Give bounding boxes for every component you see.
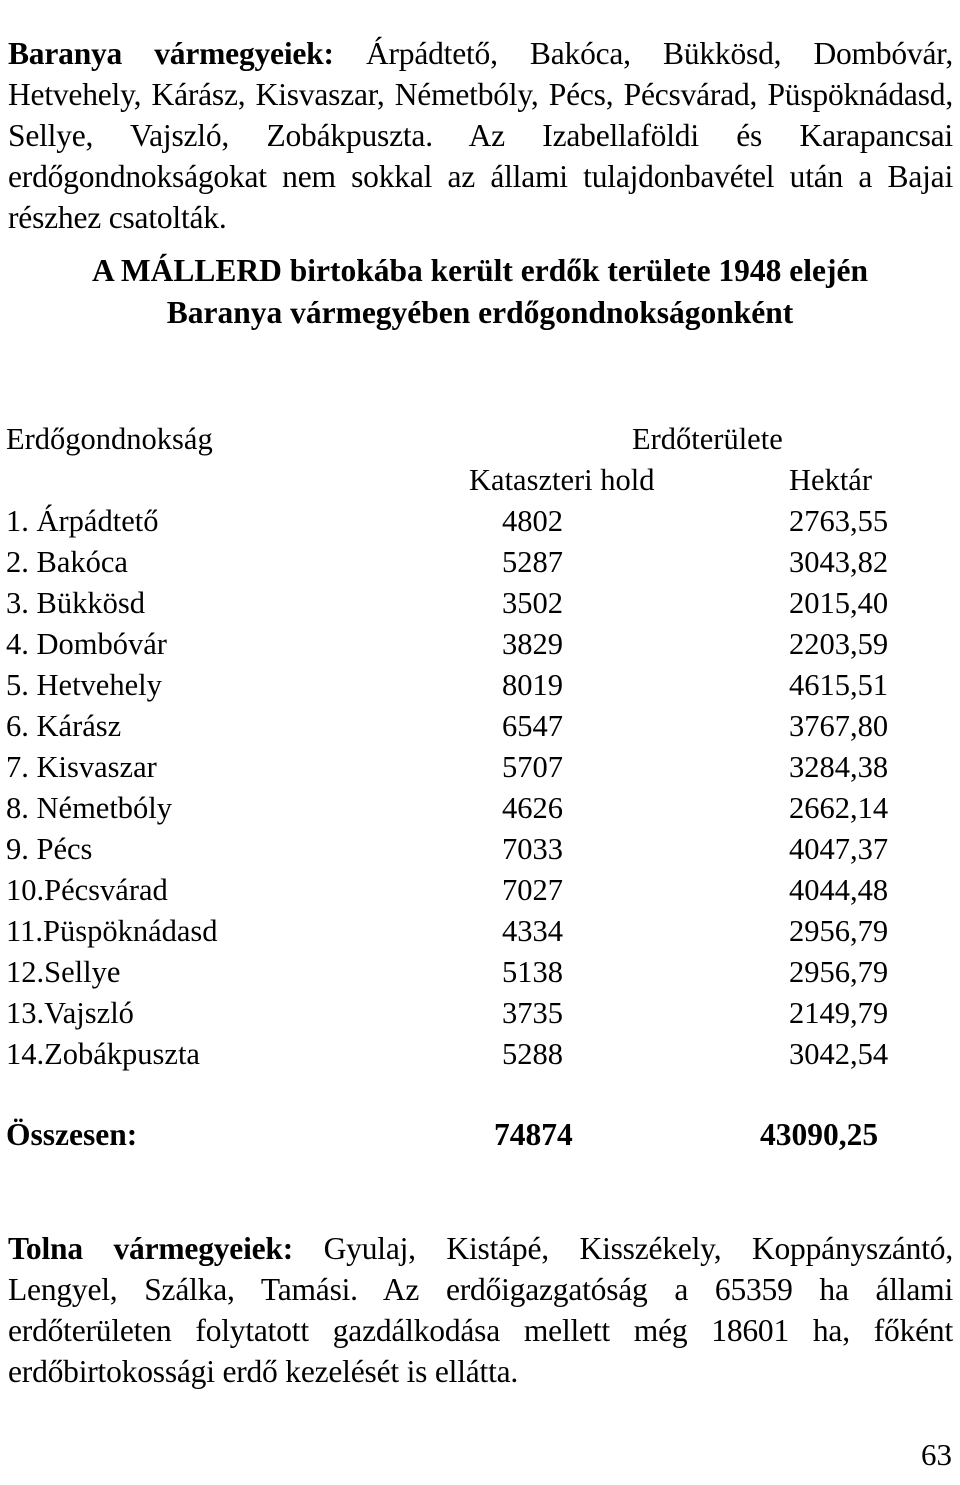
tolna-paragraph: [8, 1228, 953, 1393]
column-header-name: Erdőgondnokság: [6, 422, 213, 456]
paragraph-lead: Baranya vármegyeiek:: [8, 35, 334, 71]
paragraph-lead: Tolna vármegyeiek:: [8, 1230, 294, 1266]
row-hectare: 2662,14: [789, 791, 889, 825]
paragraph-text: Árpádtető, Bakóca, Bükkösd, Dombóvár, Hetvehely, Kárász, Kisvaszar, Németbóly, Pécs, Pécsvárad, Püspöknádasd, Sellye, Vajszló, Zobákpuszta. Az Izabellaföldi és Karapancsai erdőgondnokságokat nem sokkal az állami tulajdonbavétel után a Bajai részhez csatolták.: [8, 35, 953, 236]
row-name: 6. Kárász: [6, 709, 122, 743]
row-hold: 3502: [502, 586, 563, 620]
row-hectare: 3042,54: [789, 1037, 889, 1071]
row-hectare: 2763,55: [789, 504, 889, 538]
row-hold: 5138: [502, 955, 563, 989]
column-header-hold: Kataszteri hold: [469, 463, 655, 497]
row-hold: 3829: [502, 627, 563, 661]
row-hectare: 3043,82: [789, 545, 889, 579]
paragraph-text: Gyulaj, Kistápé, Kisszékely, Koppányszántó, Lengyel, Szálka, Tamási. Az erdőigazgatóság a 65359 ha állami erdőterületen folytatott gazdálkodása mellett még 18601 ha, főként erdőbirtokossági erdő kezelését is ellátta.: [8, 1230, 953, 1390]
heading-line-1: A MÁLLERD birtokába került erdők területe 1948 elején: [91, 253, 869, 288]
row-hectare: 4047,37: [789, 832, 889, 866]
row-hectare: 2956,79: [789, 914, 889, 948]
row-hold: 8019: [502, 668, 563, 702]
row-hold: 7033: [502, 832, 563, 866]
row-name: 8. Németbóly: [6, 791, 173, 825]
row-name: 3. Bükkösd: [6, 586, 145, 620]
total-label: Összesen:: [6, 1117, 138, 1152]
row-hold: 5287: [502, 545, 563, 579]
row-hold: 4626: [502, 791, 563, 825]
row-name: 11.Püspöknádasd: [6, 914, 218, 948]
row-hold: 5288: [502, 1037, 563, 1071]
total-hectare: 43090,25: [760, 1117, 879, 1152]
heading-line-2: Baranya vármegyében erdőgondnokságonként: [166, 294, 794, 330]
row-hectare: 4615,51: [789, 668, 889, 702]
row-hectare: 2149,79: [789, 996, 889, 1030]
row-hectare: 2203,59: [789, 627, 889, 661]
row-hectare: 3284,38: [789, 750, 889, 784]
table-heading: [0, 250, 960, 333]
row-name: 2. Bakóca: [6, 545, 128, 579]
page-number: 63: [921, 1437, 952, 1472]
row-name: 9. Pécs: [6, 832, 93, 866]
row-name: 10.Pécsvárad: [6, 873, 168, 907]
row-name: 12.Sellye: [6, 955, 121, 989]
row-name: 7. Kisvaszar: [6, 750, 157, 784]
row-hectare: 3767,80: [789, 709, 889, 743]
total-hold: 74874: [494, 1117, 573, 1152]
row-name: 1. Árpádtető: [6, 504, 159, 538]
column-header-hectare: Hektár: [789, 463, 872, 497]
intro-paragraph: [8, 33, 953, 239]
row-hectare: 2015,40: [789, 586, 889, 620]
row-hold: 3735: [502, 996, 563, 1030]
row-name: 13.Vajszló: [6, 996, 134, 1030]
column-header-group: Erdőterülete: [632, 422, 783, 456]
row-name: 4. Dombóvár: [6, 627, 167, 661]
row-hold: 5707: [502, 750, 563, 784]
row-hold: 4802: [502, 504, 563, 538]
row-name: 5. Hetvehely: [6, 668, 162, 702]
row-hold: 4334: [502, 914, 563, 948]
row-name: 14.Zobákpuszta: [6, 1037, 200, 1071]
row-hectare: 2956,79: [789, 955, 889, 989]
row-hold: 7027: [502, 873, 563, 907]
row-hectare: 4044,48: [789, 873, 889, 907]
row-hold: 6547: [502, 709, 563, 743]
